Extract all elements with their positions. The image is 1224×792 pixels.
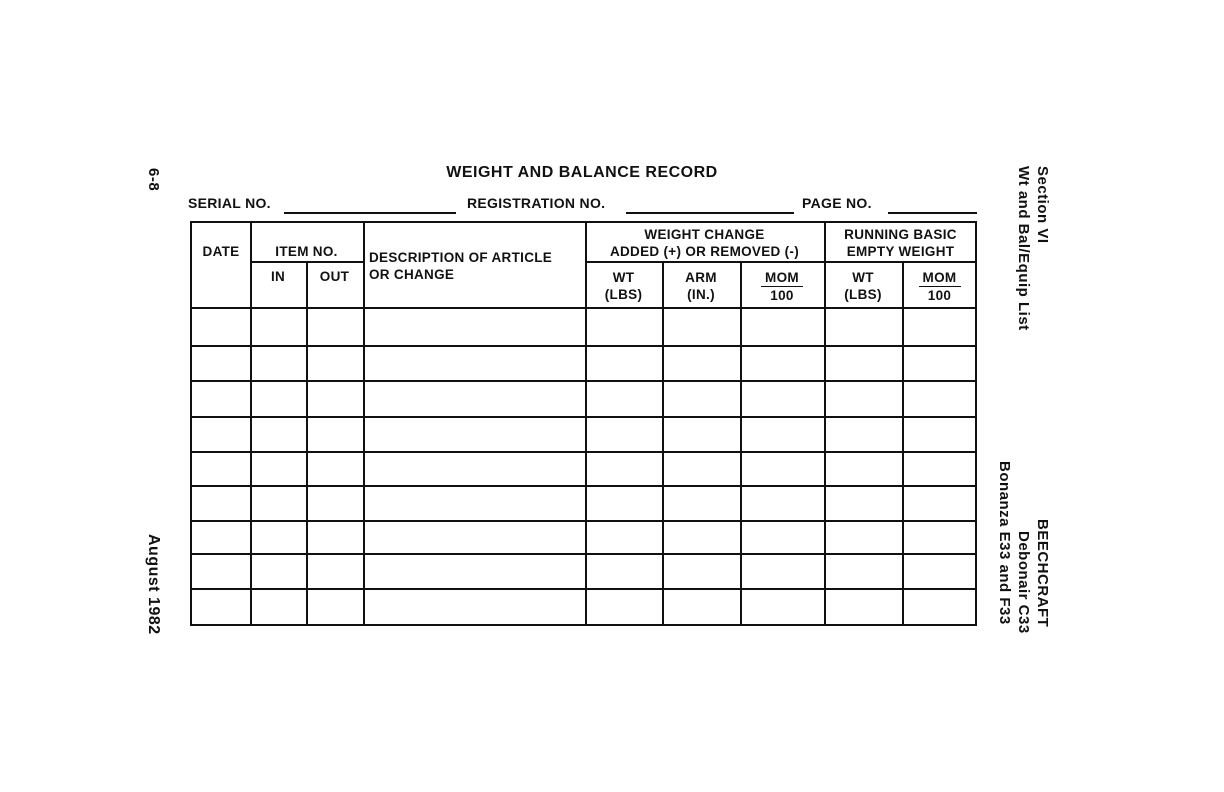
registration-no-field[interactable] [626,212,794,214]
header-description-line1: DESCRIPTION OF ARTICLE [369,250,553,265]
serial-no-label: SERIAL NO. [188,195,271,211]
page-no-field[interactable] [888,212,977,214]
header-running-wt: WT (LBS) [844,270,882,302]
header-arm: ARM (IN.) [685,270,717,302]
page-number: 6-8 [145,168,162,192]
header-item-no: ITEM NO. [275,244,338,259]
publication-date: August 1982 [145,534,162,635]
header-item-out: OUT [319,269,350,284]
page-no-label: PAGE NO. [802,195,872,211]
aircraft-models: BEECHCRAFT Debonair C33 Bonanza E33 and F33 [996,461,1051,634]
header-mom: MOM 100 [740,269,824,304]
header-weight-change-line2: ADDED (+) OR REMOVED (-) [609,244,800,259]
header-item-in: IN [270,269,286,284]
header-running-mom: MOM 100 [902,269,977,304]
header-running-line2: EMPTY WEIGHT [846,244,955,259]
form-title: WEIGHT AND BALANCE RECORD [446,164,718,181]
header-wt: WT (LBS) [604,270,643,302]
header-weight-change-line1: WEIGHT CHANGE [644,227,765,242]
registration-no-label: REGISTRATION NO. [467,195,606,211]
header-date: DATE [202,244,240,259]
weight-balance-table [190,221,977,626]
serial-no-field[interactable] [284,212,456,214]
section-label: Section VI Wt and Bal/Equip List [1015,166,1051,331]
header-description-line2: OR CHANGE [369,267,455,282]
header-running-line1: RUNNING BASIC [844,227,957,242]
